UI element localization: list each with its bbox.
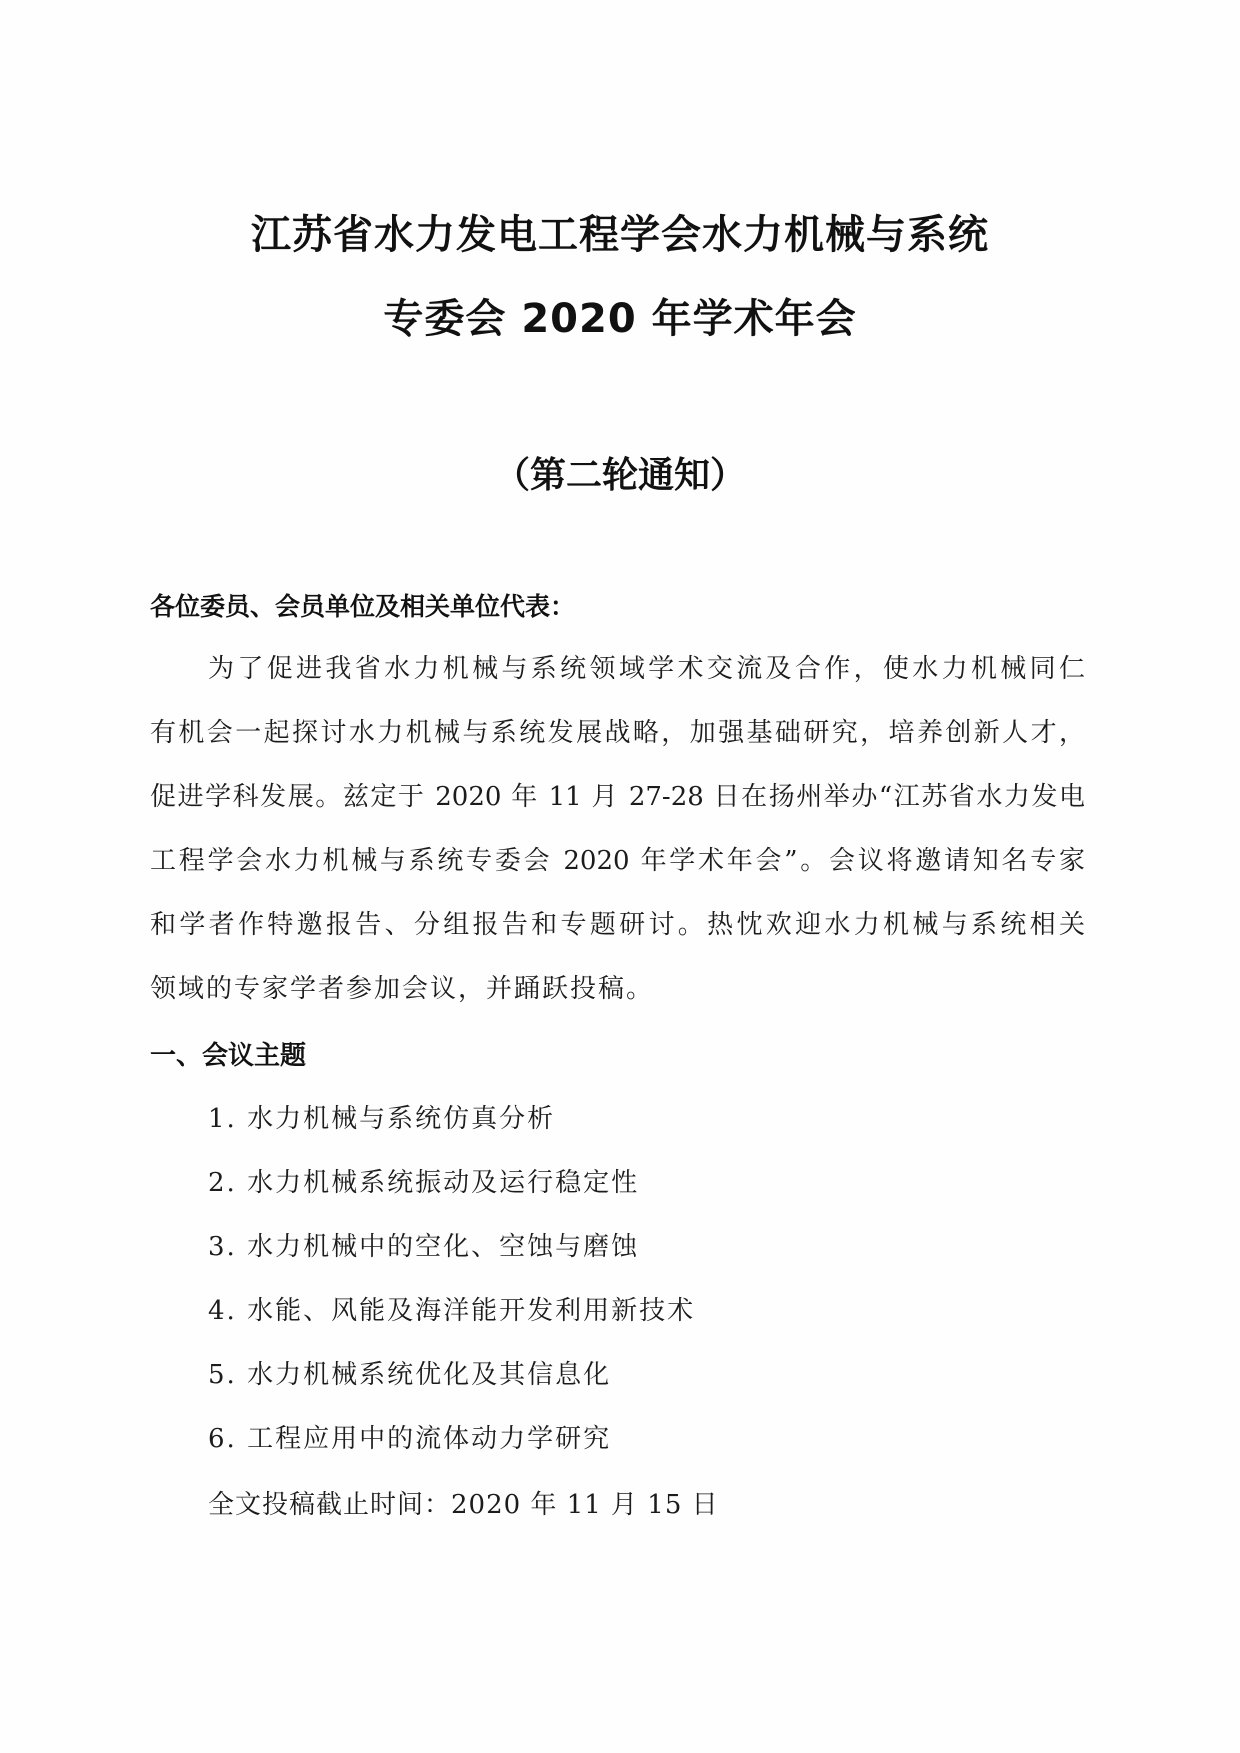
topic-item: 2. 水力机械系统振动及运行稳定性 [208, 1168, 640, 1198]
intro-line: 和学者作特邀报告、分组报告和专题研讨。热忱欢迎水力机械与系统相关 [150, 910, 1085, 940]
topic-item: 5. 水力机械系统优化及其信息化 [208, 1360, 612, 1390]
document-subtitle: （第二轮通知） [493, 455, 746, 496]
intro-line: 为了促进我省水力机械与系统领域学术交流及合作，使水力机械同仁 [208, 654, 1085, 684]
document-title-line1: 江苏省水力发电工程学会水力机械与系统 [251, 212, 989, 258]
submission-deadline: 全文投稿截止时间：2020 年 11 月 15 日 [208, 1490, 719, 1520]
topic-item: 4. 水能、风能及海洋能开发利用新技术 [208, 1296, 696, 1326]
topic-item: 3. 水力机械中的空化、空蚀与磨蚀 [208, 1232, 640, 1262]
intro-line: 有机会一起探讨水力机械与系统发展战略，加强基础研究，培养创新人才， [150, 718, 1085, 748]
intro-line: 促进学科发展。兹定于 2020 年 11 月 27-28 日在扬州举办“江苏省水力发电 [150, 782, 1085, 812]
intro-line: 领域的专家学者参加会议，并踊跃投稿。 [150, 974, 655, 1004]
greeting: 各位委员、会员单位及相关单位代表： [150, 592, 576, 621]
topic-item: 1. 水力机械与系统仿真分析 [208, 1104, 556, 1134]
topic-item: 6. 工程应用中的流体动力学研究 [208, 1424, 612, 1454]
document-title-line2: 专委会 2020 年学术年会 [383, 296, 857, 342]
intro-line: 工程学会水力机械与系统专委会 2020 年学术年会”。会议将邀请知名专家 [150, 846, 1085, 876]
section-heading: 一、会议主题 [150, 1041, 307, 1071]
